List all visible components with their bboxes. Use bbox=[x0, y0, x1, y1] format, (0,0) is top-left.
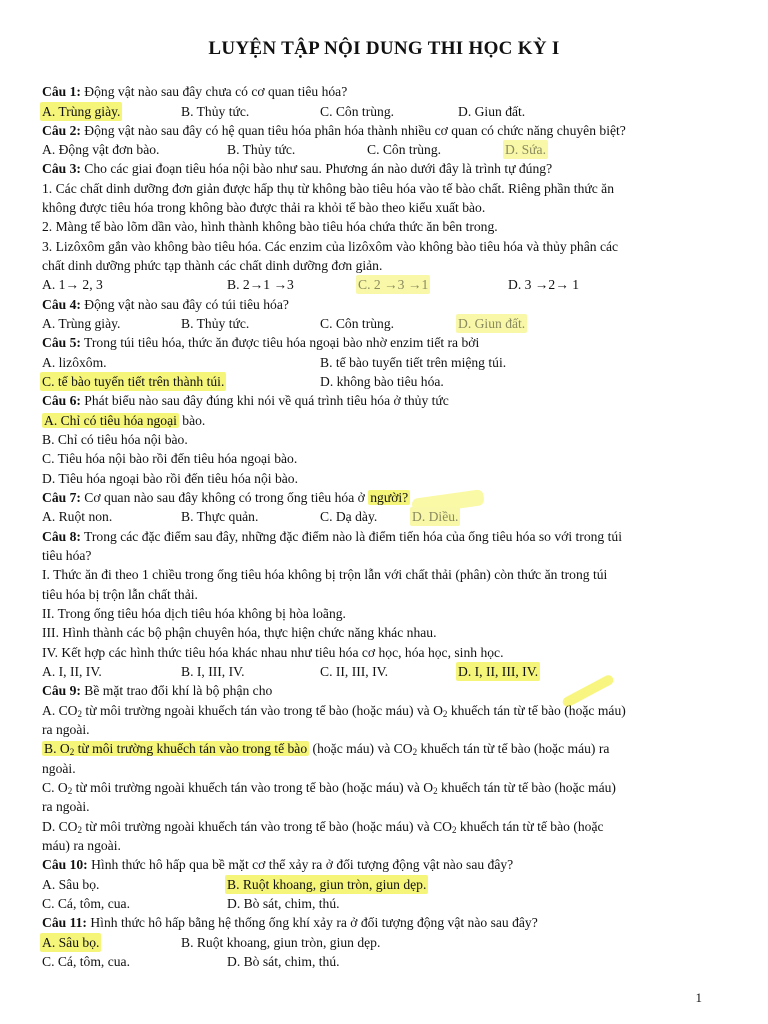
option-d: D. Bò sát, chim, thú. bbox=[227, 896, 340, 911]
question-text: Bề mặt trao đổi khí là bộ phận cho bbox=[80, 683, 273, 698]
option-a bbox=[42, 701, 706, 720]
option-text: khuếch tán từ tế bào (hoặc bbox=[456, 819, 604, 834]
statement: IV. Kết hợp các hình thức tiêu hóa khác nhau như tiêu hóa cơ học, hóa học, sinh học. bbox=[42, 645, 504, 660]
option-c: C. Dạ dày. bbox=[320, 509, 378, 524]
option-c: C. tế bào tuyến tiết trên thành túi. bbox=[40, 372, 226, 391]
option-a: A. Động vật đơn bào. bbox=[42, 142, 160, 157]
subscript: 2 bbox=[433, 786, 438, 796]
question-text: Trong các đặc điểm sau đây, những đặc điểm nào là điểm tiến hóa của ống tiêu hóa so với trong túi bbox=[80, 529, 622, 544]
option-a: A. Sâu bọ. bbox=[40, 933, 101, 952]
option-d: D. I, II, III, IV. bbox=[456, 662, 540, 681]
question-9 bbox=[42, 681, 706, 700]
question-label: Câu 3: bbox=[42, 161, 81, 176]
question-3 bbox=[42, 159, 706, 178]
option-b: B. Chỉ có tiêu hóa nội bào. bbox=[42, 432, 188, 447]
statement: 2. Màng tế bào lõm dần vào, hình thành không bào tiêu hóa chứa thức ăn bên trong. bbox=[42, 219, 498, 234]
option-c bbox=[42, 778, 706, 797]
option-a bbox=[42, 411, 706, 430]
question-1 bbox=[42, 82, 706, 101]
option-b-cont: ngoài. bbox=[42, 761, 76, 776]
option-b: B. 2→1 →3 bbox=[227, 277, 294, 292]
subscript: 2 bbox=[77, 709, 82, 719]
option-a: A. Trùng giày. bbox=[42, 316, 121, 331]
option-text: khuếch tán từ tế bào (hoặc máu) ra bbox=[417, 741, 610, 756]
option-d: D. Bò sát, chim, thú. bbox=[227, 954, 340, 969]
question-label: Câu 5: bbox=[42, 335, 81, 350]
option-b: B. tế bào tuyến tiết trên miệng túi. bbox=[320, 355, 507, 370]
option-text: từ môi trường ngoài khuếch tán vào trong tế bào (hoặc máu) và O bbox=[72, 780, 434, 795]
question-text: Hình thức hô hấp qua bề mặt cơ thể xảy ra ở đối tượng động vật nào sau đây? bbox=[87, 857, 514, 872]
question-text-cont: tiêu hóa? bbox=[42, 548, 92, 563]
option-a: A. I, II, IV. bbox=[42, 664, 102, 679]
option-b: B. Thủy tức. bbox=[227, 142, 296, 157]
option-a: A. lizôxôm. bbox=[42, 355, 107, 370]
question-label: Câu 9: bbox=[42, 683, 81, 698]
question-label: Câu 8: bbox=[42, 529, 81, 544]
option-d-cont: máu) ra ngoài. bbox=[42, 838, 121, 853]
question-4 bbox=[42, 295, 706, 314]
statement: chất dinh dưỡng phức tạp thành các chất dinh dưỡng đơn giản. bbox=[42, 258, 383, 273]
option-text: D. CO bbox=[42, 819, 78, 834]
question-text: Hình thức hô hấp bằng hệ thống ống khí xảy ra ở đối tượng động vật nào sau đây? bbox=[86, 915, 538, 930]
subscript: 2 bbox=[412, 747, 418, 757]
option-text: B. O bbox=[44, 741, 70, 756]
option-b: B. Ruột khoang, giun tròn, giun dẹp. bbox=[181, 935, 381, 950]
question-6 bbox=[42, 391, 706, 410]
question-label: Câu 10: bbox=[42, 857, 88, 872]
option-d: D. Tiêu hóa ngoại bào rồi đến tiêu hóa nội bào. bbox=[42, 471, 298, 486]
option-d: D. Giun đất. bbox=[458, 104, 526, 119]
option-d: D. Sứa. bbox=[503, 140, 548, 159]
question-label: Câu 6: bbox=[42, 393, 81, 408]
statement: II. Trong ống tiêu hóa dịch tiêu hóa không bị hòa loãng. bbox=[42, 606, 346, 621]
question-label: Câu 2: bbox=[42, 123, 81, 138]
page-title: LUYỆN TẬP NỘI DUNG THI HỌC KỲ I bbox=[208, 38, 560, 59]
option-c: C. Côn trùng. bbox=[320, 104, 395, 119]
option-b: B. Ruột khoang, giun tròn, giun dẹp. bbox=[225, 875, 428, 894]
subscript: 2 bbox=[69, 747, 75, 757]
question-text: Động vật nào sau đây chưa có cơ quan tiêu hóa? bbox=[80, 84, 348, 99]
option-d: D. Diều. bbox=[410, 507, 460, 526]
option-text: từ môi trường khuếch tán vào trong tế bào bbox=[74, 741, 308, 756]
question-text: Động vật nào sau đây có túi tiêu hóa? bbox=[80, 297, 289, 312]
subscript: 2 bbox=[451, 825, 457, 835]
question-5 bbox=[42, 333, 706, 352]
question-text: Trong túi tiêu hóa, thức ăn được tiêu hóa ngoại bào nhờ enzim tiết ra bởi bbox=[80, 335, 480, 350]
option-c: C. II, III, IV. bbox=[320, 664, 389, 679]
option-d: D. Giun đất. bbox=[456, 314, 527, 333]
option-text: khuếch tán từ tế bào (hoặc máu) bbox=[437, 780, 616, 795]
option-c: C. 2 →3 →1 bbox=[356, 275, 430, 294]
option-c: C. Côn trùng. bbox=[367, 142, 442, 157]
page-number: 1 bbox=[695, 990, 702, 1005]
option-c-cont: ra ngoài. bbox=[42, 799, 90, 814]
statement: I. Thức ăn đi theo 1 chiều trong ống tiêu hóa không bị trộn lẫn với chất thải (phân) còn thức ăn trong túi bbox=[42, 567, 608, 582]
question-11 bbox=[42, 913, 706, 932]
option-b: B. Thủy tức. bbox=[181, 104, 250, 119]
subscript: 2 bbox=[442, 709, 448, 719]
option-text: C. O bbox=[42, 780, 68, 795]
question-7 bbox=[42, 488, 706, 507]
statement: 3. Lizôxôm gắn vào không bào tiêu hóa. Các enzim của lizôxôm vào không bào tiêu hóa và thủy phân các bbox=[42, 239, 619, 254]
subscript: 2 bbox=[67, 786, 73, 796]
option-a-rest: bào. bbox=[178, 413, 206, 428]
question-label: Câu 1: bbox=[42, 84, 81, 99]
question-text: Phát biểu nào sau đây đúng khi nói về quá trình tiêu hóa ở thủy tức bbox=[80, 393, 449, 408]
subscript: 2 bbox=[77, 825, 82, 835]
question-10 bbox=[42, 855, 706, 874]
option-text: từ môi trường ngoài khuếch tán vào trong tế bào (hoặc máu) và CO bbox=[82, 819, 452, 834]
question-text: Động vật nào sau đây có hệ quan tiêu hóa phân hóa thành nhiều cơ quan có chức năng chuyên biệt? bbox=[80, 123, 626, 138]
question-8 bbox=[42, 527, 706, 546]
question-text-highlighted: người? bbox=[370, 490, 409, 505]
option-text: khuếch tán từ tế bào (hoặc máu) bbox=[447, 703, 626, 718]
option-a: A. Ruột non. bbox=[42, 509, 113, 524]
option-c: C. Cá, tôm, cua. bbox=[42, 954, 130, 969]
option-a: A. 1→ 2, 3 bbox=[42, 277, 103, 292]
option-d: D. không bào tiêu hóa. bbox=[320, 374, 444, 389]
option-c: C. Côn trùng. bbox=[320, 316, 395, 331]
option-b: B. Thủy tức. bbox=[181, 316, 250, 331]
option-a: A. Sâu bọ. bbox=[42, 877, 100, 892]
option-a-highlighted: A. Chỉ có tiêu hóa ngoại bbox=[44, 413, 177, 428]
option-a: A. Trùng giày. bbox=[40, 102, 122, 121]
statement: 1. Các chất dinh dưỡng đơn giản được hấp thụ từ không bào tiêu hóa vào tế bào chất. Riêng phần thức ăn bbox=[42, 181, 614, 196]
option-d: D. 3 →2→ 1 bbox=[508, 277, 579, 292]
question-label: Câu 4: bbox=[42, 297, 81, 312]
question-text: Cho các giai đoạn tiêu hóa nội bào như sau. Phương án nào dưới đây là trình tự đúng? bbox=[80, 161, 553, 176]
statement: III. Hình thành các bộ phận chuyên hóa, thực hiện chức năng khác nhau. bbox=[42, 625, 437, 640]
option-text: A. CO bbox=[42, 703, 78, 718]
option-b-highlighted bbox=[42, 741, 309, 756]
option-d bbox=[42, 817, 706, 836]
option-b: B. I, III, IV. bbox=[181, 664, 245, 679]
option-text: từ môi trường ngoài khuếch tán vào trong tế bào (hoặc máu) và O bbox=[82, 703, 443, 718]
statement: không được tiêu hóa trong không bào được thải ra khỏi tế bào theo kiểu xuất bào. bbox=[42, 200, 486, 215]
question-label: Câu 7: bbox=[42, 490, 81, 505]
option-text: (hoặc máu) và CO bbox=[309, 741, 413, 756]
option-c: C. Cá, tôm, cua. bbox=[42, 896, 130, 911]
question-2 bbox=[42, 121, 706, 140]
statement: tiêu hóa bị trộn lẫn chất thải. bbox=[42, 587, 198, 602]
question-label: Câu 11: bbox=[42, 915, 87, 930]
question-text: Cơ quan nào sau đây không có trong ống tiêu hóa ở bbox=[80, 490, 369, 505]
option-b bbox=[42, 739, 706, 758]
option-a-cont: ra ngoài. bbox=[42, 722, 90, 737]
option-c: C. Tiêu hóa nội bào rồi đến tiêu hóa ngoại bào. bbox=[42, 451, 298, 466]
option-b: B. Thực quản. bbox=[181, 509, 259, 524]
